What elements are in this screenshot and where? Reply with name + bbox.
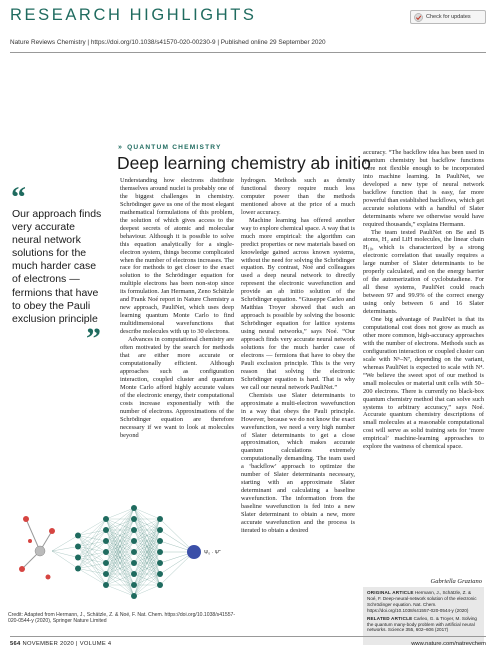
network-node <box>131 516 137 522</box>
network-edge <box>134 541 160 596</box>
network-edge <box>160 519 194 552</box>
network-node <box>75 555 81 561</box>
article-headline: Deep learning chemistry ab initio <box>117 153 371 173</box>
open-quote-icon: “ <box>11 181 26 214</box>
network-edge <box>78 530 106 569</box>
category-text: QUANTUM CHEMISTRY <box>127 144 222 151</box>
network-edge <box>106 508 134 563</box>
check-for-updates-label: Check for updates <box>426 14 471 20</box>
paragraph: One big advantage of PauliNet is that its computational cost does not grow as much as other more common, high-accuracy approaches with the number of electrons. Methods such as configuration interaction or coupled cluster can scale with N⁶–N⁷, depending on the variant, whereas PauliNet is expected to scale with N⁴. “We believe the sweet spot of our method is small molecules or material unit cells with 50–200 electrons. There is currently no black-box quantum chemistry method that can solve such systems to arbitrary accuracy,” says Noé. Accurate quantum chemistry descriptions of small molecules at a reasonable computational cost will serve as solid training sets for ‘more empirical’ machine-learning approaches to explore the vastness of chemical space. <box>363 316 484 451</box>
network-node <box>157 527 163 533</box>
network-node <box>103 527 109 533</box>
network-node <box>131 571 137 577</box>
network-node <box>103 538 109 544</box>
pull-quote <box>8 181 103 355</box>
page-number: 564 <box>10 641 21 647</box>
network-node <box>131 593 137 599</box>
body-column-1 <box>120 177 234 439</box>
network-edge <box>78 563 106 569</box>
issue-info: NOVEMBER 2020 | VOLUME 4 <box>22 641 112 647</box>
network-node <box>75 566 81 572</box>
ref-text: Carleo, G. & Troyer, M. Solving the quantum many-body problem with artificial neural networks. Science 355, 602–606 (2017) <box>367 615 477 633</box>
network-node <box>103 582 109 588</box>
network-edge <box>160 552 194 585</box>
network-node <box>157 516 163 522</box>
network-edge <box>52 551 78 558</box>
related-article-ref <box>367 616 480 634</box>
network-node <box>157 582 163 588</box>
network-edge <box>106 508 134 585</box>
network-edge <box>78 519 106 569</box>
network-node <box>131 549 137 555</box>
network-edge <box>134 585 160 596</box>
network-node <box>103 571 109 577</box>
ref-label: ORIGINAL ARTICLE <box>367 590 414 595</box>
output-node <box>187 545 201 559</box>
footer-page-info <box>10 641 111 647</box>
network-node <box>157 571 163 577</box>
network-edge <box>78 519 106 536</box>
network-node <box>157 538 163 544</box>
network-node <box>131 505 137 511</box>
paragraph: The team tested PauliNet on Be and B atoms, H₂ and LiH molecules, the linear chain H₁₀, which is characterized by a strong electronic correlation that usually requires a large number of Slater determinants to be properly calculated, and on the energy barrier of the automerization of cyclobutadiene. For all these systems, PauliNet could reach between 97 and 99.9% of the correct energy using only between 6 and 16 Slater determinants. <box>363 228 484 316</box>
network-edge <box>106 508 134 519</box>
original-article-ref <box>367 590 480 614</box>
ref-label: RELATED ARTICLE <box>367 615 413 621</box>
network-node <box>157 560 163 566</box>
network-node <box>75 544 81 550</box>
ref-text: Hermann, J., Schätzle, Z. & Noé, F. Deep-neural-network solution of the electronic Schrödinger equation. Nat. Chem. https://doi.org/10.1038/s41557-020-0544-y (2020) <box>367 590 477 613</box>
network-node <box>131 527 137 533</box>
network-edge <box>78 569 106 575</box>
journal-doi-line: Nature Reviews Chemistry | https://doi.org/10.1038/s41570-020-00230-9 | Published online 29 September 2020 <box>10 39 326 46</box>
category-label <box>118 144 222 151</box>
section-title: RESEARCH HIGHLIGHTS <box>10 6 257 24</box>
paragraph: Chemists use Slater determinants to approximate a multi-electron wavefunction in a way that obeys the Pauli principle. However, because we do not know the exact wavefunction, we need a very high number of Slater determinants to get a close approximation, which makes accurate quantum calculations extremely computationally demanding. The team used a ‘backflow’ approach to optimize the number of Slater determinants necessary, starting with an approximate Slater determinant and calculating a baseline wavefunction. The information from the baseline wavefunction is fed into a new Slater determinant to obtain a new, more accurate wavefunction and the process is iterated to obtain a desired <box>241 391 355 534</box>
network-edge <box>52 551 78 569</box>
paragraph: Advances in computational chemistry are often motivated by the search for methods that are either more accurate or computationally efficient. Although approaches such as configuration interaction, coupled cluster and quantum Monte Carlo afford highly accurate values of the electronic energy, their computational costs increase exponentially with the number of electrons. Approximations of the Schrödinger equation are therefore necessary if we want to look at molecules beyond <box>120 336 234 439</box>
network-node <box>131 560 137 566</box>
figure-credit: Credit: Adapted from Hermann, J., Schätzle, Z. & Noé, F. Nat. Chem. https://doi.org/10.1038/s41557-020-0544-y (2020), Springer Nature Limited <box>8 612 236 625</box>
network-node <box>131 538 137 544</box>
molecule-illustration <box>19 516 55 580</box>
neural-network-figure <box>8 489 238 607</box>
network-edge <box>134 563 160 596</box>
crossmark-icon <box>414 13 423 22</box>
network-edge <box>106 585 134 596</box>
author-signature: Gabriella Graziano <box>430 578 482 585</box>
network-node <box>157 549 163 555</box>
paragraph: accuracy. “The backflow idea has been used in quantum chemistry but backflow functions were not flexible enough to be incorporated into machine learning. In PauliNet, we developed a new type of neural network backflow function that is easy, far more powerful than established backflows, which get accurate solutions with a handful of Slater determinants where we otherwise would have required thousands,” explains Hermann. <box>363 149 484 228</box>
network-node <box>75 533 81 539</box>
network-connections <box>52 508 194 596</box>
paragraph: hydrogen. Methods such as density functional theory require much less computer power than the methods mentioned above at the price of a much lower accuracy. <box>241 177 355 216</box>
network-edge <box>78 519 106 547</box>
pull-quote-text: Our approach finds very accurate neural network solutions for the much harder case of electrons — fermions that have to obey the Pauli exclusion principle <box>12 208 102 325</box>
footer-website: www.nature.com/natrevchem <box>411 641 486 647</box>
network-edge <box>78 519 106 558</box>
footer-divider <box>10 636 486 637</box>
network-node <box>103 549 109 555</box>
network-edge <box>134 519 160 596</box>
network-node <box>131 582 137 588</box>
paragraph: Machine learning has offered another way to explore chemical space. A way that is much more empirical: the algorithm can predict properties or new materials based on knowledge gained across known systems, without the need for solving the Schrödinger equation. By contrast, Noé and colleagues used a deep neural network to directly represent the electronic wavefunction and provide an ab initio solution of the Schrödinger equation. “Giuseppe Carleo and Matthias Troyer showed that such an approach is possible by solving the bosonic Schrödinger equation for lattice systems using neural networks,” says Noé. “Our approach finds very accurate neural network solutions for the much harder case of electrons — fermions that have to obey the Pauli exclusion principle. This is the very reason that solving the electronic Schrödinger equation is hard. That is why we call our neural network PauliNet.” <box>241 216 355 391</box>
network-node <box>103 516 109 522</box>
header-divider <box>10 52 486 53</box>
network-edge <box>78 541 106 569</box>
double-chevron-icon: » <box>118 144 124 151</box>
network-node <box>103 560 109 566</box>
body-column-3 <box>363 149 484 451</box>
output-label: Ψ₀ · Ψ̃ <box>204 550 219 556</box>
check-for-updates-button[interactable] <box>410 10 486 24</box>
network-edge <box>78 569 106 586</box>
close-quote-icon: ” <box>86 321 101 355</box>
network-edge <box>106 508 134 541</box>
body-column-2 <box>241 177 355 535</box>
network-edge <box>134 508 160 519</box>
paragraph: Understanding how electrons distribute themselves around nuclei is probably one of the biggest challenges in chemistry. Schrödinger gave us one of the most elegant mathematical formulations of this problem, the solution of which gives access to the deepest secrets of atomic and molecular behaviour. Although it is possible to solve this equation analytically for a single-electron system, things become complicated when the number of electrons increases. The race for methods to get closer to the exact solution to the Schrödinger equation for multiple electrons has been non-stop since its formulation. Jan Hermann, Zeno Schätzle and Frank Noé report in Nature Chemistry a new approach, PauliNet, which uses deep learning quantum Monte Carlo to find multidimensional wavefunctions that describe molecules with up to 30 electrons. <box>120 177 234 336</box>
